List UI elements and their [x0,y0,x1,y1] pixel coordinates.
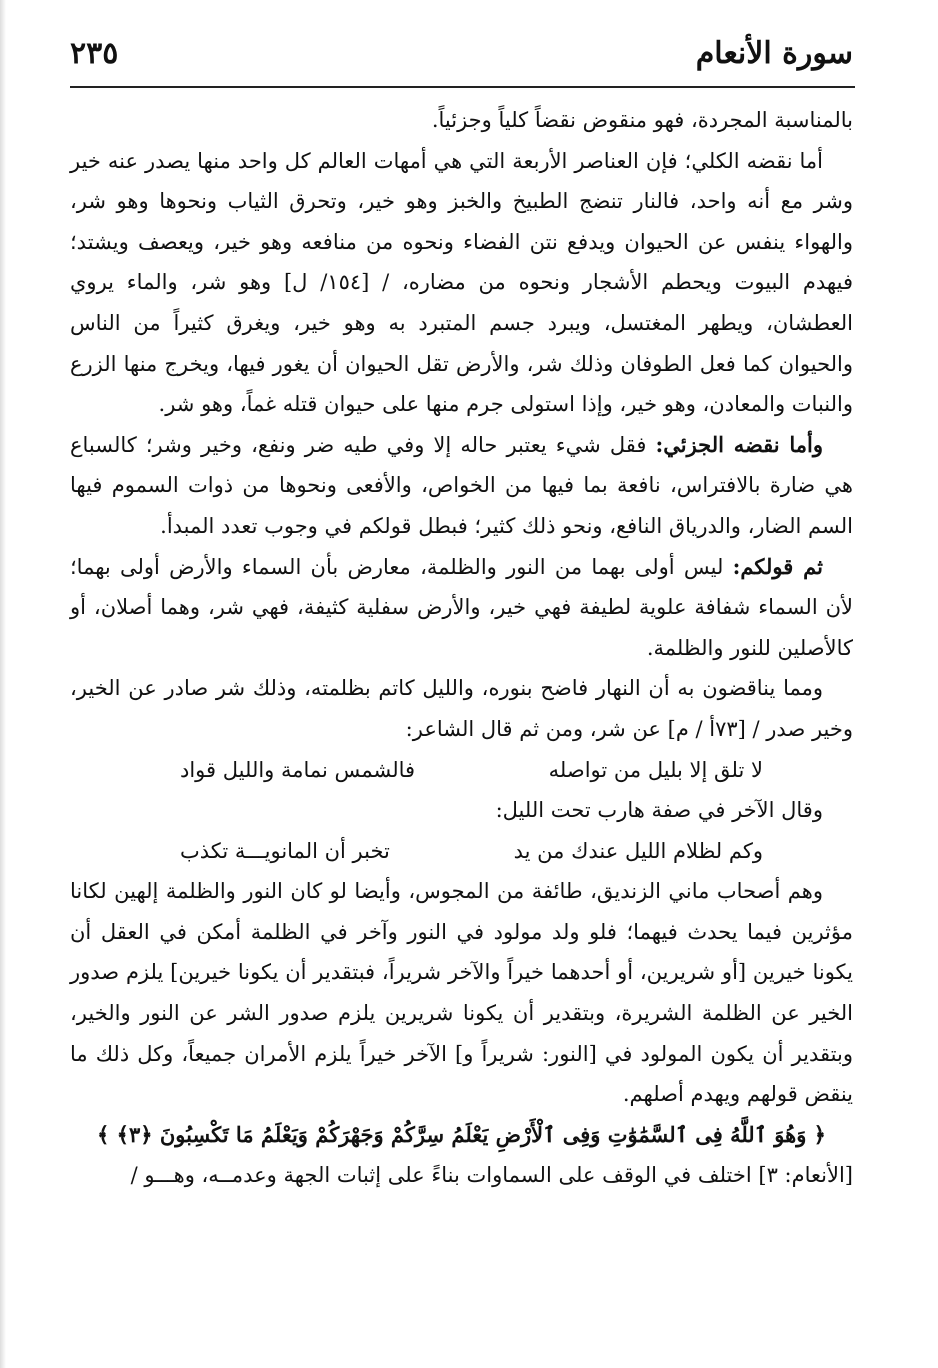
paragraph-8: [الأنعام: ٣] اختلف في الوقف على السماوات بناءً على إثبات الجهة وعدمــه، وهـــو / [130,1163,853,1188]
verse-1-second-hemistich: فالشمس نمامة والليل قواد [180,757,416,782]
paragraph-2: أما نقضه الكلي؛ فإن العناصر الأربعة التي هي أمهات العالم كل واحد منها يصدر عنه خير وشر مع أنه واحد، فالنار تنضج الطبيخ والخبز وهو خير، وتحرق الثياب ونحوها وهو شر، والهواء ينفس عن الحيوان ويدفع نتن الفضاء ونحوه من منافعه وهو خير، ويعصف ويشتد؛ فيهدم البيوت ويحطم الأشجار ونحوه من مضاره، / [١٥٤/ ل] وهو شر، والماء يروي العطشان، ويطهر المغتسل، ويبرد جسم المتبرد به وهو خير، ويغرق كثيراً من الناس والحيوان كما فعل الطوفان وذلك شر، والأرض تقل الحيوان أن يغور فيها، ويخرج منها الزرع والنبات والمعادن، وهو خير، وإذا استولى جرم منها على حيوان قتله غماً، وهو شر. [70,148,853,417]
paragraph-4-text: ليس أولى بهما من النور والظلمة، معارض بأن السماء والأرض أولى بهما؛ لأن السماء شفافة علوية لطيفة فهي خير، والأرض سفلية كثيفة، فهي شر، وهما أصلان، أو كالأصلين للنور والظلمة. [70,554,853,660]
header-divider [70,86,855,88]
page-edge [0,0,6,1368]
verse-1-first-hemistich: لا تلق إلا بليل من تواصله [548,757,763,782]
paragraph-4 [70,547,853,669]
quran-verse: ﴿ وَهُوَ ٱللَّهُ فِى ٱلسَّمَٰوَٰتِ وَفِى ٱلْأَرْضِ يَعْلَمُ سِرَّكُمْ وَجَهْرَكُمْ وَيَعْلَمُ مَا تَكْسِبُونَ ﴿٣﴾ ﴾ [97,1121,826,1147]
paragraph-5: ومما يناقضون به أن النهار فاضح بنوره، والليل كاتم بظلمته، وذلك شر صادر عن الخير، وخير صدر / [٧٣أ / م] عن شر، ومن ثم قال الشاعر: [70,676,853,741]
paragraph-7: وهم أصحاب ماني الزنديق، طائفة من المجوس، وأيضا لو كان النور والظلمة إلهين لكانا مؤثرين فيما يحدث فيهما؛ فلو ولد مولود في النور وآخر في الظلمة أمكن في العقل أن يكونا خيرين [أو شريرين، أو أحدهما خيراً والآخر شريراً، فبتقدير أن يكونا خيرين] يلزم صدور الخير عن الظلمة الشريرة، وبتقدير أن يكونا شريرين يلزم صدور الشر عن النور والخير، وبتقدير أن يكون المولود في [النور: شريراً و] الآخر خيراً يلزم الأمران جميعاً، وكل ذلك ما ينقض قولهم ويهدم أصلهم. [70,879,853,1107]
verse-2-first-hemistich: وكم لظلام الليل عندك من يد [513,838,763,863]
page-header [70,32,853,82]
paragraph-3 [70,425,853,547]
surah-title: سورة الأنعام [695,36,853,71]
paragraph-6: وقال الآخر في صفة هارب تحت الليل: [495,798,823,823]
poem-verse-2 [70,831,853,872]
paragraph-3-text: فقل شيء يعتبر حاله إلا وفي طيه ضر ونفع، وخير وشر؛ كالسباع هي ضارة بالافتراس، نافعة بما فيها من الخواص، والأفعى ونحوها من ذوات السموم فيها السم الضار، والدرياق النافع، ونحو ذلك كثير؛ فبطل قولكم في وجوب تعدد المبدأ. [70,432,853,538]
body-text [70,100,853,1196]
page-number: ٢٣٥ [70,36,119,71]
verse-2-second-hemistich: تخبر أن المانويـــة تكذب [180,838,390,863]
paragraph-1: بالمناسبة المجردة، فهو منقوض نقضاً كلياً وجزئياً. [431,108,853,132]
paragraph-4-lead: ثم قولكم: [732,553,823,579]
poem-verse-1 [70,750,853,791]
paragraph-3-lead: وأما نقضه الجزئي: [655,431,823,457]
